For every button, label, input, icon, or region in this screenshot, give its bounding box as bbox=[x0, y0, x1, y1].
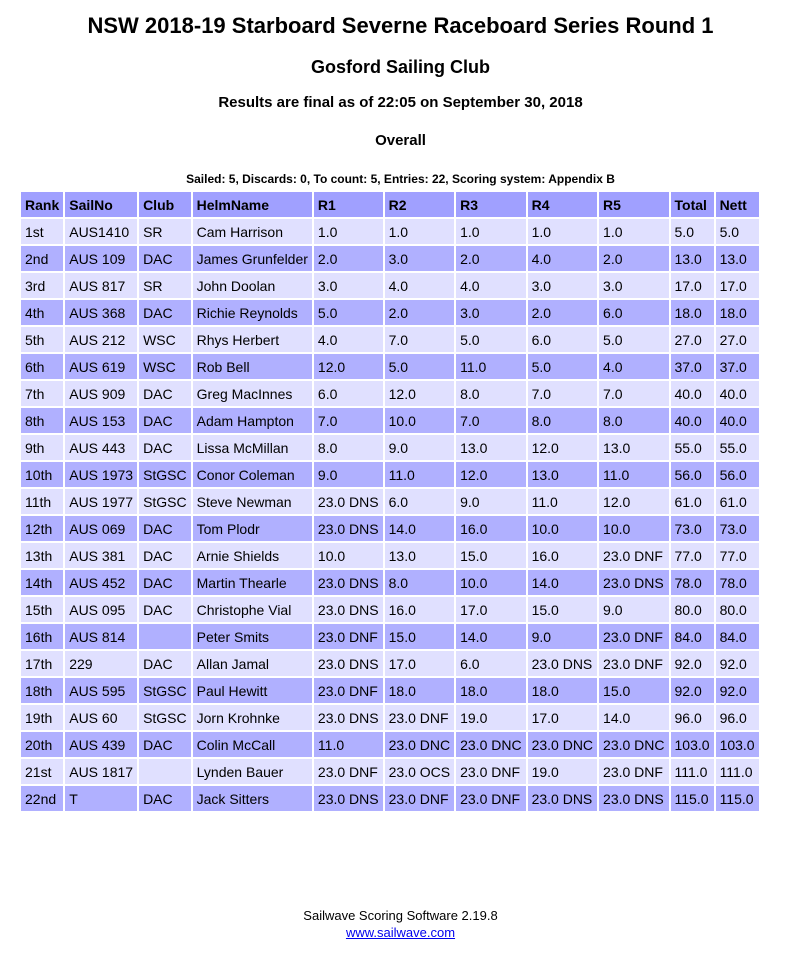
cell-club bbox=[139, 624, 191, 649]
cell-club: DAC bbox=[139, 408, 191, 433]
cell-club: DAC bbox=[139, 597, 191, 622]
cell-r4: 19.0 bbox=[528, 759, 597, 784]
cell-rank: 9th bbox=[21, 435, 63, 460]
table-row bbox=[21, 300, 759, 325]
cell-total: 73.0 bbox=[671, 516, 714, 541]
table-row bbox=[21, 408, 759, 433]
table-row bbox=[21, 246, 759, 271]
cell-rank: 17th bbox=[21, 651, 63, 676]
cell-helmname: Conor Coleman bbox=[193, 462, 312, 487]
cell-r1: 8.0 bbox=[314, 435, 383, 460]
cell-club: WSC bbox=[139, 327, 191, 352]
table-row bbox=[21, 516, 759, 541]
cell-total: 55.0 bbox=[671, 435, 714, 460]
cell-sailno: 229 bbox=[65, 651, 137, 676]
cell-nett: 78.0 bbox=[716, 570, 759, 595]
cell-helmname: Christophe Vial bbox=[193, 597, 312, 622]
cell-r5: 1.0 bbox=[599, 219, 668, 244]
cell-r3: 1.0 bbox=[456, 219, 525, 244]
sailwave-link[interactable]: www.sailwave.com bbox=[345, 925, 456, 940]
cell-total: 77.0 bbox=[671, 543, 714, 568]
cell-helmname: Paul Hewitt bbox=[193, 678, 312, 703]
cell-rank: 18th bbox=[21, 678, 63, 703]
cell-r3: 2.0 bbox=[456, 246, 525, 271]
column-header-rank: Rank bbox=[21, 192, 63, 217]
cell-club: DAC bbox=[139, 381, 191, 406]
cell-club bbox=[139, 759, 191, 784]
column-header-r1: R1 bbox=[314, 192, 383, 217]
cell-rank: 6th bbox=[21, 354, 63, 379]
cell-total: 80.0 bbox=[671, 597, 714, 622]
cell-r3: 23.0 DNF bbox=[456, 786, 525, 811]
cell-r4: 23.0 DNC bbox=[528, 732, 597, 757]
column-header-club: Club bbox=[139, 192, 191, 217]
cell-r4: 6.0 bbox=[528, 327, 597, 352]
cell-club: DAC bbox=[139, 300, 191, 325]
cell-r1: 23.0 DNS bbox=[314, 597, 383, 622]
cell-r3: 5.0 bbox=[456, 327, 525, 352]
cell-r5: 23.0 DNC bbox=[599, 732, 668, 757]
cell-r2: 12.0 bbox=[385, 381, 454, 406]
cell-total: 92.0 bbox=[671, 651, 714, 676]
cell-r3: 18.0 bbox=[456, 678, 525, 703]
column-header-total: Total bbox=[671, 192, 714, 217]
results-table bbox=[19, 190, 761, 813]
cell-r2: 10.0 bbox=[385, 408, 454, 433]
cell-r2: 17.0 bbox=[385, 651, 454, 676]
cell-r5: 23.0 DNF bbox=[599, 759, 668, 784]
cell-rank: 22nd bbox=[21, 786, 63, 811]
table-row bbox=[21, 435, 759, 460]
cell-sailno: AUS 153 bbox=[65, 408, 137, 433]
cell-r3: 4.0 bbox=[456, 273, 525, 298]
cell-total: 84.0 bbox=[671, 624, 714, 649]
cell-r1: 9.0 bbox=[314, 462, 383, 487]
cell-r3: 23.0 DNF bbox=[456, 759, 525, 784]
cell-nett: 18.0 bbox=[716, 300, 759, 325]
cell-r4: 11.0 bbox=[528, 489, 597, 514]
cell-r4: 15.0 bbox=[528, 597, 597, 622]
cell-club: SR bbox=[139, 273, 191, 298]
cell-sailno: AUS 817 bbox=[65, 273, 137, 298]
cell-helmname: John Doolan bbox=[193, 273, 312, 298]
cell-rank: 7th bbox=[21, 381, 63, 406]
cell-r4: 3.0 bbox=[528, 273, 597, 298]
cell-club: SR bbox=[139, 219, 191, 244]
cell-sailno: AUS 619 bbox=[65, 354, 137, 379]
cell-nett: 40.0 bbox=[716, 408, 759, 433]
cell-helmname: Jack Sitters bbox=[193, 786, 312, 811]
cell-rank: 12th bbox=[21, 516, 63, 541]
cell-r1: 23.0 DNS bbox=[314, 516, 383, 541]
cell-r5: 9.0 bbox=[599, 597, 668, 622]
cell-nett: 77.0 bbox=[716, 543, 759, 568]
cell-club: DAC bbox=[139, 732, 191, 757]
cell-nett: 27.0 bbox=[716, 327, 759, 352]
cell-r5: 7.0 bbox=[599, 381, 668, 406]
cell-r2: 6.0 bbox=[385, 489, 454, 514]
cell-sailno: AUS 069 bbox=[65, 516, 137, 541]
cell-r5: 2.0 bbox=[599, 246, 668, 271]
cell-r2: 23.0 DNF bbox=[385, 705, 454, 730]
cell-r2: 11.0 bbox=[385, 462, 454, 487]
cell-nett: 17.0 bbox=[716, 273, 759, 298]
cell-r3: 15.0 bbox=[456, 543, 525, 568]
table-row bbox=[21, 651, 759, 676]
cell-r1: 12.0 bbox=[314, 354, 383, 379]
cell-r4: 18.0 bbox=[528, 678, 597, 703]
cell-total: 17.0 bbox=[671, 273, 714, 298]
cell-sailno: AUS1410 bbox=[65, 219, 137, 244]
cell-r3: 23.0 DNC bbox=[456, 732, 525, 757]
cell-r5: 8.0 bbox=[599, 408, 668, 433]
cell-r2: 18.0 bbox=[385, 678, 454, 703]
cell-r5: 23.0 DNS bbox=[599, 786, 668, 811]
cell-club: DAC bbox=[139, 435, 191, 460]
cell-nett: 96.0 bbox=[716, 705, 759, 730]
cell-nett: 56.0 bbox=[716, 462, 759, 487]
cell-club: StGSC bbox=[139, 678, 191, 703]
table-row bbox=[21, 624, 759, 649]
cell-sailno: AUS 1817 bbox=[65, 759, 137, 784]
cell-nett: 40.0 bbox=[716, 381, 759, 406]
table-row bbox=[21, 732, 759, 757]
cell-total: 40.0 bbox=[671, 381, 714, 406]
cell-rank: 5th bbox=[21, 327, 63, 352]
cell-r3: 19.0 bbox=[456, 705, 525, 730]
cell-rank: 21st bbox=[21, 759, 63, 784]
cell-club: DAC bbox=[139, 651, 191, 676]
cell-club: DAC bbox=[139, 516, 191, 541]
cell-club: DAC bbox=[139, 246, 191, 271]
cell-r2: 13.0 bbox=[385, 543, 454, 568]
cell-rank: 2nd bbox=[21, 246, 63, 271]
table-row bbox=[21, 705, 759, 730]
cell-r4: 9.0 bbox=[528, 624, 597, 649]
cell-sailno: T bbox=[65, 786, 137, 811]
cell-r5: 5.0 bbox=[599, 327, 668, 352]
cell-r2: 4.0 bbox=[385, 273, 454, 298]
cell-r3: 8.0 bbox=[456, 381, 525, 406]
cell-r4: 2.0 bbox=[528, 300, 597, 325]
cell-rank: 10th bbox=[21, 462, 63, 487]
cell-helmname: Colin McCall bbox=[193, 732, 312, 757]
cell-r2: 9.0 bbox=[385, 435, 454, 460]
cell-rank: 11th bbox=[21, 489, 63, 514]
cell-helmname: Jorn Krohnke bbox=[193, 705, 312, 730]
cell-r1: 4.0 bbox=[314, 327, 383, 352]
column-header-r4: R4 bbox=[528, 192, 597, 217]
table-row bbox=[21, 381, 759, 406]
cell-r2: 15.0 bbox=[385, 624, 454, 649]
cell-nett: 115.0 bbox=[716, 786, 759, 811]
cell-club: DAC bbox=[139, 786, 191, 811]
cell-sailno: AUS 443 bbox=[65, 435, 137, 460]
column-header-helmname: HelmName bbox=[193, 192, 312, 217]
column-header-nett: Nett bbox=[716, 192, 759, 217]
cell-r3: 11.0 bbox=[456, 354, 525, 379]
cell-club: StGSC bbox=[139, 489, 191, 514]
cell-helmname: Rhys Herbert bbox=[193, 327, 312, 352]
cell-total: 37.0 bbox=[671, 354, 714, 379]
table-row bbox=[21, 786, 759, 811]
cell-rank: 14th bbox=[21, 570, 63, 595]
cell-helmname: Peter Smits bbox=[193, 624, 312, 649]
cell-total: 115.0 bbox=[671, 786, 714, 811]
cell-r3: 9.0 bbox=[456, 489, 525, 514]
cell-r4: 10.0 bbox=[528, 516, 597, 541]
cell-total: 103.0 bbox=[671, 732, 714, 757]
cell-rank: 19th bbox=[21, 705, 63, 730]
cell-r3: 17.0 bbox=[456, 597, 525, 622]
cell-r4: 12.0 bbox=[528, 435, 597, 460]
cell-total: 92.0 bbox=[671, 678, 714, 703]
table-row bbox=[21, 570, 759, 595]
cell-r5: 23.0 DNS bbox=[599, 570, 668, 595]
cell-rank: 13th bbox=[21, 543, 63, 568]
cell-r4: 14.0 bbox=[528, 570, 597, 595]
cell-r3: 6.0 bbox=[456, 651, 525, 676]
cell-helmname: Steve Newman bbox=[193, 489, 312, 514]
cell-r3: 7.0 bbox=[456, 408, 525, 433]
cell-r1: 23.0 DNS bbox=[314, 570, 383, 595]
cell-club: DAC bbox=[139, 543, 191, 568]
cell-r5: 6.0 bbox=[599, 300, 668, 325]
cell-rank: 15th bbox=[21, 597, 63, 622]
cell-r1: 5.0 bbox=[314, 300, 383, 325]
cell-r4: 23.0 DNS bbox=[528, 651, 597, 676]
cell-nett: 13.0 bbox=[716, 246, 759, 271]
cell-sailno: AUS 595 bbox=[65, 678, 137, 703]
table-row bbox=[21, 354, 759, 379]
table-row bbox=[21, 489, 759, 514]
cell-nett: 5.0 bbox=[716, 219, 759, 244]
cell-club: StGSC bbox=[139, 705, 191, 730]
cell-r4: 8.0 bbox=[528, 408, 597, 433]
table-header-row bbox=[21, 192, 759, 217]
cell-nett: 103.0 bbox=[716, 732, 759, 757]
cell-r5: 23.0 DNF bbox=[599, 651, 668, 676]
cell-sailno: AUS 60 bbox=[65, 705, 137, 730]
cell-rank: 4th bbox=[21, 300, 63, 325]
cell-sailno: AUS 109 bbox=[65, 246, 137, 271]
cell-rank: 16th bbox=[21, 624, 63, 649]
cell-club: StGSC bbox=[139, 462, 191, 487]
cell-nett: 84.0 bbox=[716, 624, 759, 649]
cell-r5: 10.0 bbox=[599, 516, 668, 541]
cell-r5: 14.0 bbox=[599, 705, 668, 730]
column-header-r2: R2 bbox=[385, 192, 454, 217]
cell-r2: 3.0 bbox=[385, 246, 454, 271]
cell-r4: 1.0 bbox=[528, 219, 597, 244]
cell-r1: 23.0 DNS bbox=[314, 705, 383, 730]
cell-r3: 13.0 bbox=[456, 435, 525, 460]
cell-sailno: AUS 368 bbox=[65, 300, 137, 325]
cell-sailno: AUS 1973 bbox=[65, 462, 137, 487]
cell-sailno: AUS 439 bbox=[65, 732, 137, 757]
table-row bbox=[21, 678, 759, 703]
results-status: Results are final as of 22:05 on September 30, 2018 bbox=[218, 94, 583, 111]
cell-r5: 23.0 DNF bbox=[599, 543, 668, 568]
cell-r4: 13.0 bbox=[528, 462, 597, 487]
cell-helmname: Adam Hampton bbox=[193, 408, 312, 433]
cell-r3: 14.0 bbox=[456, 624, 525, 649]
series-summary: Sailed: 5, Discards: 0, To count: 5, Entries: 22, Scoring system: Appendix B bbox=[186, 172, 615, 186]
cell-sailno: AUS 452 bbox=[65, 570, 137, 595]
cell-rank: 20th bbox=[21, 732, 63, 757]
cell-sailno: AUS 814 bbox=[65, 624, 137, 649]
cell-r2: 23.0 OCS bbox=[385, 759, 454, 784]
cell-r2: 1.0 bbox=[385, 219, 454, 244]
cell-helmname: Martin Thearle bbox=[193, 570, 312, 595]
table-row bbox=[21, 597, 759, 622]
cell-total: 61.0 bbox=[671, 489, 714, 514]
cell-nett: 61.0 bbox=[716, 489, 759, 514]
table-row bbox=[21, 219, 759, 244]
cell-total: 18.0 bbox=[671, 300, 714, 325]
cell-r3: 16.0 bbox=[456, 516, 525, 541]
cell-r4: 17.0 bbox=[528, 705, 597, 730]
cell-r2: 5.0 bbox=[385, 354, 454, 379]
column-header-r3: R3 bbox=[456, 192, 525, 217]
cell-club: DAC bbox=[139, 570, 191, 595]
cell-r3: 3.0 bbox=[456, 300, 525, 325]
cell-r2: 16.0 bbox=[385, 597, 454, 622]
cell-nett: 37.0 bbox=[716, 354, 759, 379]
page-title: NSW 2018-19 Starboard Severne Raceboard Series Round 1 bbox=[87, 13, 714, 38]
cell-total: 5.0 bbox=[671, 219, 714, 244]
cell-r1: 23.0 DNS bbox=[314, 651, 383, 676]
cell-helmname: Lynden Bauer bbox=[193, 759, 312, 784]
cell-r2: 14.0 bbox=[385, 516, 454, 541]
cell-helmname: James Grunfelder bbox=[193, 246, 312, 271]
column-header-sailno: SailNo bbox=[65, 192, 137, 217]
cell-total: 13.0 bbox=[671, 246, 714, 271]
cell-r1: 23.0 DNS bbox=[314, 489, 383, 514]
cell-r2: 7.0 bbox=[385, 327, 454, 352]
cell-r3: 10.0 bbox=[456, 570, 525, 595]
results-body bbox=[21, 219, 759, 811]
cell-r4: 23.0 DNS bbox=[528, 786, 597, 811]
cell-r1: 23.0 DNF bbox=[314, 759, 383, 784]
cell-sailno: AUS 1977 bbox=[65, 489, 137, 514]
cell-r5: 3.0 bbox=[599, 273, 668, 298]
cell-r1: 2.0 bbox=[314, 246, 383, 271]
cell-rank: 3rd bbox=[21, 273, 63, 298]
cell-r4: 16.0 bbox=[528, 543, 597, 568]
cell-total: 40.0 bbox=[671, 408, 714, 433]
cell-r2: 2.0 bbox=[385, 300, 454, 325]
cell-r2: 23.0 DNF bbox=[385, 786, 454, 811]
cell-sailno: AUS 909 bbox=[65, 381, 137, 406]
cell-rank: 1st bbox=[21, 219, 63, 244]
cell-nett: 80.0 bbox=[716, 597, 759, 622]
section-heading: Overall bbox=[375, 132, 426, 149]
cell-total: 96.0 bbox=[671, 705, 714, 730]
cell-nett: 111.0 bbox=[716, 759, 759, 784]
cell-r1: 23.0 DNF bbox=[314, 678, 383, 703]
cell-r5: 4.0 bbox=[599, 354, 668, 379]
cell-sailno: AUS 212 bbox=[65, 327, 137, 352]
cell-r5: 15.0 bbox=[599, 678, 668, 703]
cell-nett: 92.0 bbox=[716, 678, 759, 703]
cell-helmname: Arnie Shields bbox=[193, 543, 312, 568]
cell-helmname: Rob Bell bbox=[193, 354, 312, 379]
cell-r1: 23.0 DNS bbox=[314, 786, 383, 811]
cell-helmname: Cam Harrison bbox=[193, 219, 312, 244]
cell-helmname: Richie Reynolds bbox=[193, 300, 312, 325]
cell-nett: 55.0 bbox=[716, 435, 759, 460]
cell-r1: 3.0 bbox=[314, 273, 383, 298]
cell-nett: 92.0 bbox=[716, 651, 759, 676]
table-row bbox=[21, 759, 759, 784]
cell-total: 78.0 bbox=[671, 570, 714, 595]
cell-helmname: Tom Plodr bbox=[193, 516, 312, 541]
cell-r1: 11.0 bbox=[314, 732, 383, 757]
cell-r3: 12.0 bbox=[456, 462, 525, 487]
table-row bbox=[21, 273, 759, 298]
cell-r1: 1.0 bbox=[314, 219, 383, 244]
cell-r4: 7.0 bbox=[528, 381, 597, 406]
cell-total: 27.0 bbox=[671, 327, 714, 352]
cell-helmname: Allan Jamal bbox=[193, 651, 312, 676]
cell-r4: 4.0 bbox=[528, 246, 597, 271]
cell-helmname: Lissa McMillan bbox=[193, 435, 312, 460]
cell-r2: 23.0 DNC bbox=[385, 732, 454, 757]
cell-sailno: AUS 095 bbox=[65, 597, 137, 622]
cell-r4: 5.0 bbox=[528, 354, 597, 379]
cell-helmname: Greg MacInnes bbox=[193, 381, 312, 406]
cell-r5: 11.0 bbox=[599, 462, 668, 487]
cell-r2: 8.0 bbox=[385, 570, 454, 595]
cell-r5: 12.0 bbox=[599, 489, 668, 514]
table-row bbox=[21, 543, 759, 568]
cell-nett: 73.0 bbox=[716, 516, 759, 541]
cell-r1: 6.0 bbox=[314, 381, 383, 406]
footer bbox=[0, 907, 801, 941]
cell-r1: 10.0 bbox=[314, 543, 383, 568]
table-row bbox=[21, 327, 759, 352]
club-name: Gosford Sailing Club bbox=[311, 57, 490, 77]
cell-r5: 13.0 bbox=[599, 435, 668, 460]
cell-total: 56.0 bbox=[671, 462, 714, 487]
cell-r5: 23.0 DNF bbox=[599, 624, 668, 649]
cell-club: WSC bbox=[139, 354, 191, 379]
cell-rank: 8th bbox=[21, 408, 63, 433]
cell-r1: 7.0 bbox=[314, 408, 383, 433]
column-header-r5: R5 bbox=[599, 192, 668, 217]
cell-sailno: AUS 381 bbox=[65, 543, 137, 568]
table-row bbox=[21, 462, 759, 487]
software-credit: Sailwave Scoring Software 2.19.8 bbox=[303, 908, 498, 923]
cell-total: 111.0 bbox=[671, 759, 714, 784]
cell-r1: 23.0 DNF bbox=[314, 624, 383, 649]
